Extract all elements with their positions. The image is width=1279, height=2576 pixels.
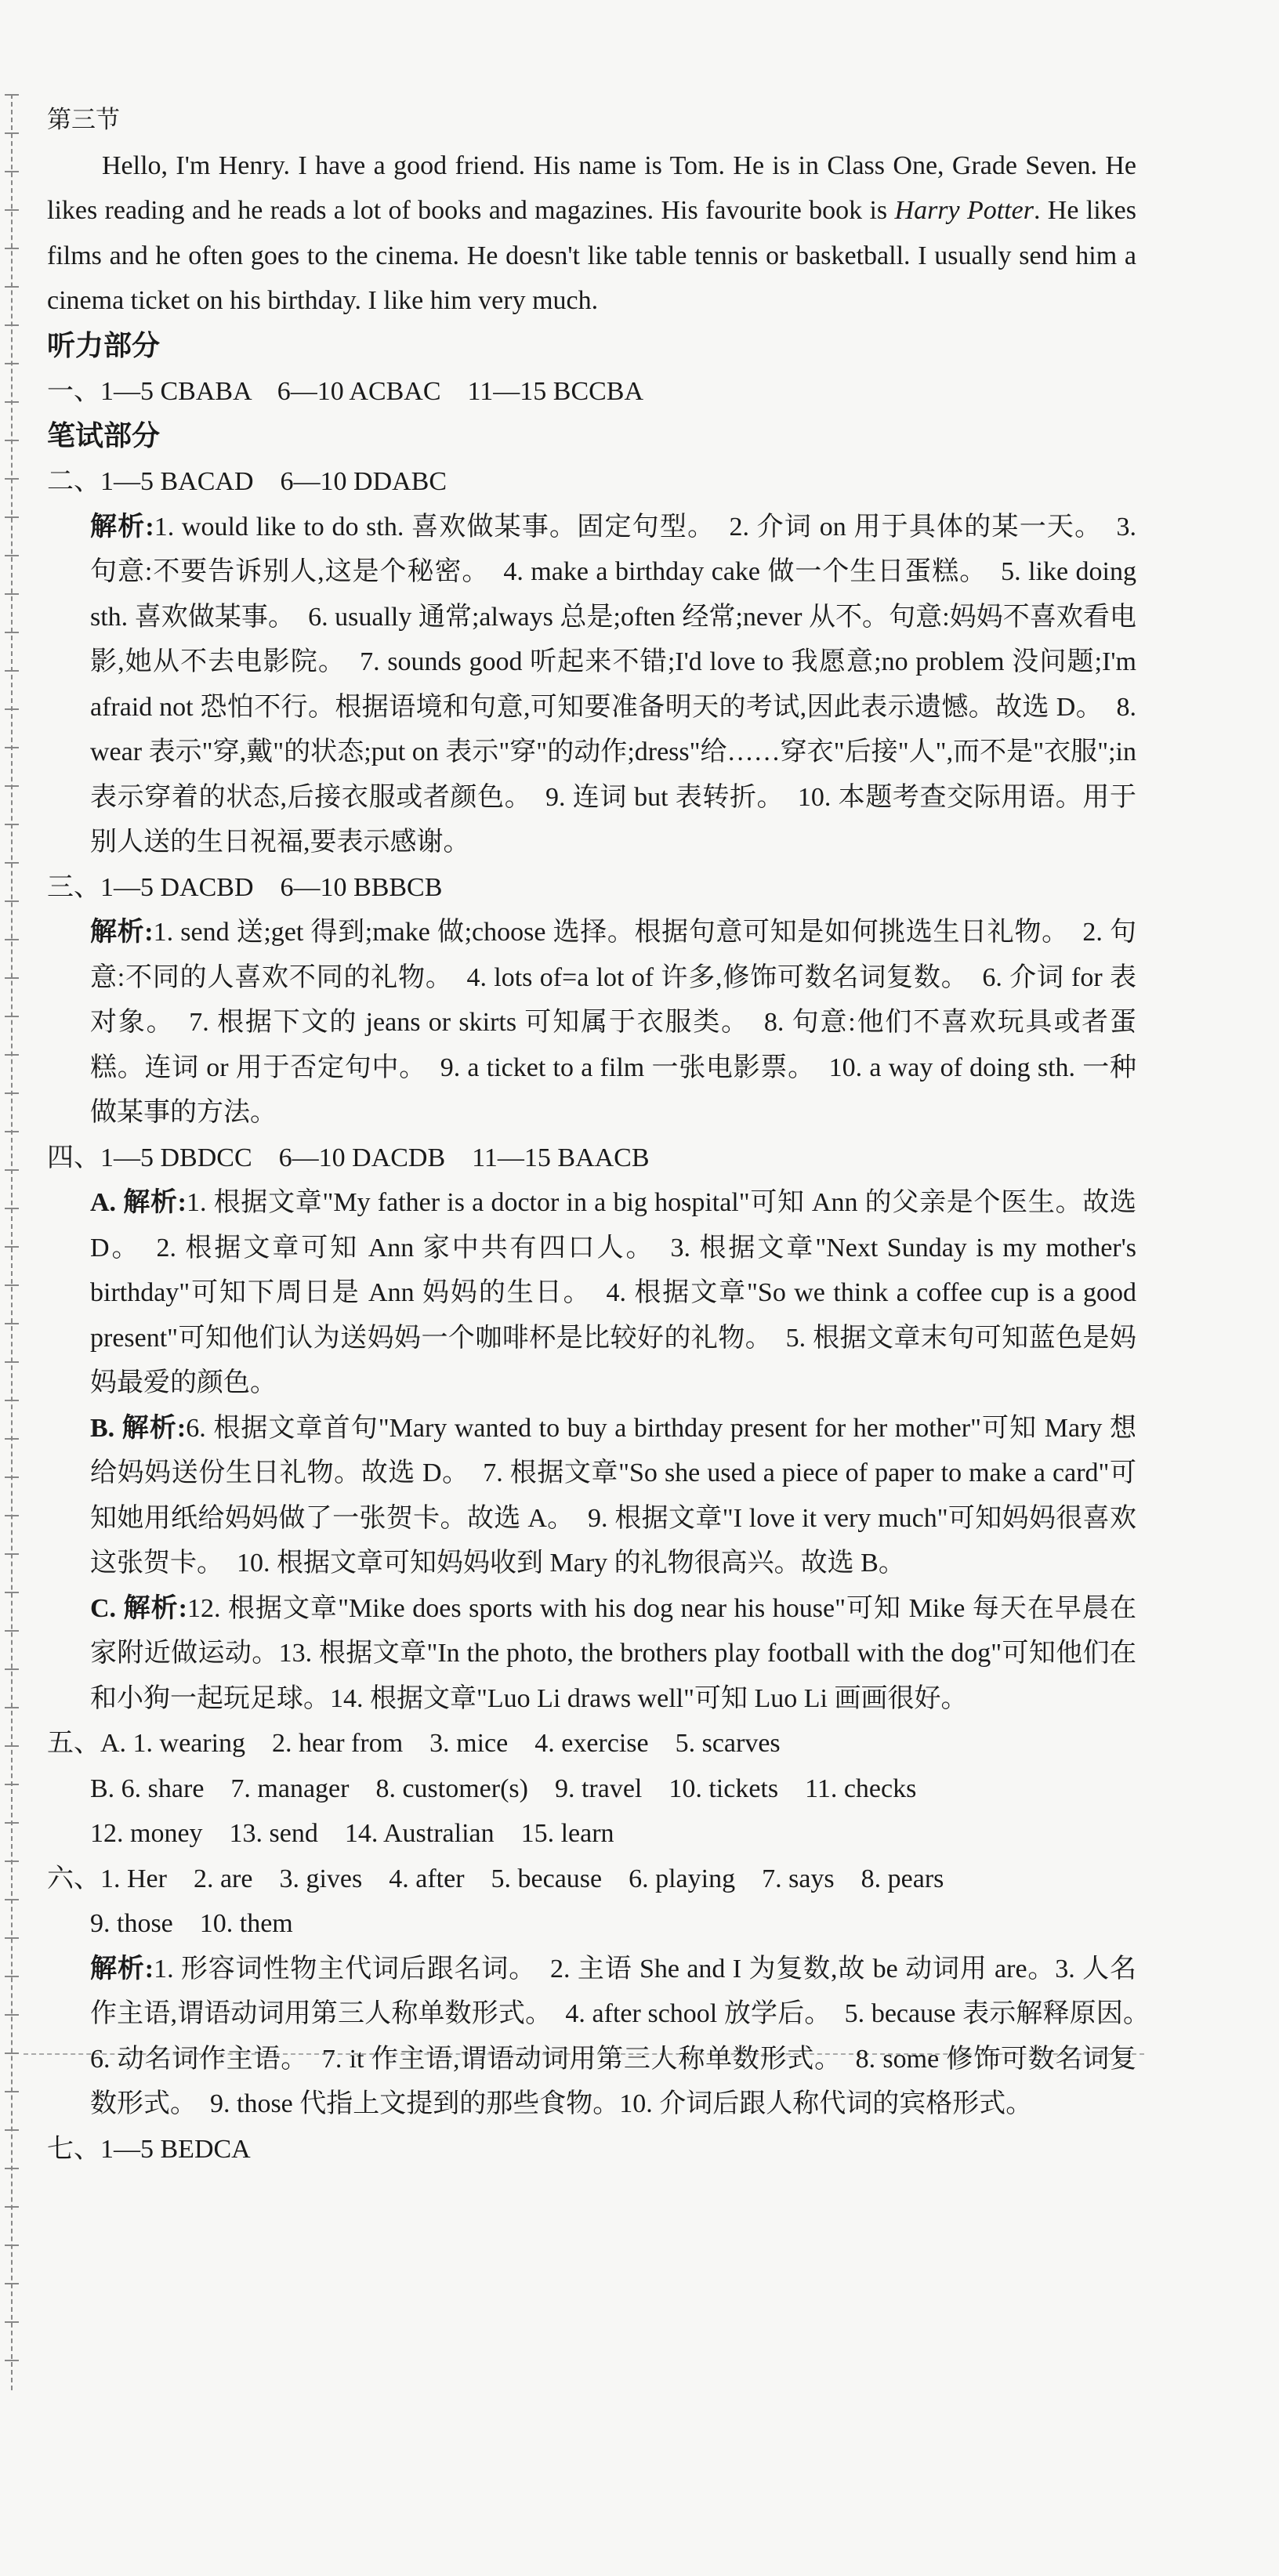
binding-tick (5, 1246, 19, 1248)
binding-tick (5, 670, 19, 672)
binding-tick (5, 1899, 19, 1900)
binding-tick (5, 94, 19, 96)
part7-answers: 七、1—5 BEDCA (47, 2134, 251, 2164)
binding-tick (5, 1822, 19, 1824)
binding-margin (0, 94, 24, 2390)
part5-a-line (47, 1721, 1136, 1766)
listening-answers: 一、1—5 CBABA 6—10 ACBAC 11—15 BCCBA (47, 376, 644, 406)
part2-label: 解析: (90, 512, 154, 542)
binding-tick (5, 1400, 19, 1401)
binding-tick (5, 1745, 19, 1747)
binding-tick (5, 2360, 19, 2361)
essay-book-title: Harry Potter (894, 196, 1034, 225)
binding-tick (5, 1476, 19, 1478)
binding-tick (5, 2052, 19, 2054)
binding-tick (5, 1361, 19, 1363)
binding-tick (5, 2091, 19, 2092)
part4-c-text: 12. 根据文章"Mike does sports with his dog near his house"可知 Mike 每天在早晨在家附近做运动。13. 根据文章"In the photo, the brothers play football with the dog"可知他们在和小狗一起玩足球。14. 根据文章"Luo Li draws well"可知 Luo Li 画画很好。 (90, 1593, 1136, 1713)
binding-tick (5, 1438, 19, 1440)
part3-answers: 三、1—5 DACBD 6—10 BBBCB (47, 872, 443, 902)
section3-essay (47, 143, 1136, 324)
written-heading: 笔试部分 (47, 420, 161, 452)
part5-b-answers: B. 6. share 7. manager 8. customer(s) 9. travel 10. tickets 11. checks (90, 1773, 917, 1803)
binding-tick (5, 132, 19, 134)
binding-tick (5, 2168, 19, 2169)
answer-content (47, 98, 1163, 2172)
part5-prefix: 五、 (47, 1729, 100, 1758)
binding-tick (5, 824, 19, 825)
binding-tick (5, 1131, 19, 1132)
binding-tick (5, 248, 19, 249)
part5-a-answers: A. 1. wearing 2. hear from 3. mice 4. exercise 5. scarves (100, 1729, 781, 1758)
binding-tick (5, 939, 19, 940)
binding-tick (5, 1860, 19, 1862)
binding-dashed-line (11, 94, 13, 2390)
binding-tick (5, 171, 19, 172)
binding-tick (5, 440, 19, 441)
binding-tick (5, 862, 19, 864)
part2-explanation (47, 505, 1136, 865)
binding-tick (5, 1668, 19, 1670)
part4-b-text: 6. 根据文章首句"Mary wanted to buy a birthday present for her mother"可知 Mary 想给妈妈送份生日礼物。故选 D。 7. 根据文章"So she used a piece of paper to make a card"可知她用纸给妈妈做了一张贺卡。故选 A。 9. 根据文章"I love it very much"可知妈妈很喜欢这张贺卡。 10. 根据文章可知妈妈收到 Mary 的礼物很高兴。故选 B。 (90, 1413, 1136, 1578)
binding-tick (5, 900, 19, 902)
binding-tick (5, 785, 19, 787)
binding-tick (5, 2129, 19, 2131)
part5-b-answers-2: 12. money 13. send 14. Australian 15. learn (90, 1819, 614, 1848)
part4-a-explanation (47, 1180, 1136, 1406)
binding-tick (5, 401, 19, 403)
part6-explanation (47, 1947, 1163, 2127)
binding-tick (5, 1784, 19, 1785)
binding-tick (5, 363, 19, 364)
part3-label: 解析: (90, 918, 154, 947)
part2-text: 1. would like to do sth. 喜欢做某事。固定句型。 2. 介词 on 用于具体的某一天。 3. 句意:不要告诉别人,这是个秘密。 4. make a birthday cake 做一个生日蛋糕。 5. like doing sth. 喜欢做某事。 6. usually 通常;always 总是;often 经常;never 从不。句意:妈妈不喜欢看电影,她从不去电影院。 7. sounds good 听起来不错;I'd love to 我愿意;no problem 没问题;I'm afraid not 恐怕不行。根据语境和句意,可知要准备明天的考试,因此表示遗憾。故选 D。 8. wear 表示"穿,戴"的状态;put on 表示"穿"的动作;dress"给……穿衣"后接"人",而不是"衣服";in 表示穿着的状态,后接衣服或者颜色。 9. 连词 but 表转折。 10. 本题考查交际用语。用于别人送的生日祝福,要表示感谢。 (90, 512, 1136, 857)
part4-a-label: A. 解析: (90, 1188, 187, 1217)
binding-tick (5, 1323, 19, 1324)
part2-answers: 二、1—5 BACAD 6—10 DDABC (47, 467, 447, 496)
binding-tick (5, 1976, 19, 1977)
binding-tick (5, 1707, 19, 1708)
binding-tick (5, 516, 19, 518)
binding-tick (5, 1208, 19, 1209)
binding-tick (5, 1515, 19, 1516)
listening-heading: 听力部分 (47, 329, 161, 362)
section3-title: 第三节 (47, 106, 120, 134)
binding-tick (5, 209, 19, 211)
part4-answers: 四、1—5 DBDCC 6—10 DACDB 11—15 BAACB (47, 1143, 650, 1172)
binding-tick (5, 1592, 19, 1593)
part3-text: 1. send 送;get 得到;make 做;choose 选择。根据句意可知是如何挑选生日礼物。 2. 句意:不同的人喜欢不同的礼物。 4. lots of=a lot of 许多,修饰可数名词复数。 6. 介词 for 表对象。 7. 根据下文的 jeans or skirts 可知属于衣服类。 8. 句意:他们不喜欢玩具或者蛋糕。连词 or 用于否定句中。 9. a ticket to a film 一张电影票。 10. a way of doing sth. 一种做某事的方法。 (90, 918, 1136, 1127)
essay-part2: . He likes films and he often goes to the cinema. He doesn't like table tennis or basketball. I usually send him a cinema ticket on his birthday. I like him very much. (47, 196, 1137, 315)
part6-label: 解析: (90, 1954, 154, 1984)
binding-tick (5, 1016, 19, 1017)
binding-tick (5, 1937, 19, 1939)
binding-tick (5, 1092, 19, 1094)
part4-b-label: B. 解析: (90, 1413, 187, 1443)
binding-tick (5, 1553, 19, 1555)
binding-tick (5, 2244, 19, 2246)
part4-a-text: 1. 根据文章"My father is a doctor in a big hospital"可知 Ann 的父亲是个医生。故选 D。 2. 根据文章可知 Ann 家中共有四口人。 3. 根据文章"Next Sunday is my mother's birthday"可知下周日是 Ann 妈妈的生日。 4. 根据文章"So we think a coffee cup is a good present"可知他们认为送妈妈一个咖啡杯是比较好的礼物。 5. 根据文章末句可知蓝色是妈妈最爱的颜色。 (90, 1188, 1136, 1397)
binding-tick (5, 324, 19, 326)
binding-tick (5, 593, 19, 595)
binding-tick (5, 1630, 19, 1632)
binding-tick (5, 2014, 19, 2016)
binding-tick (5, 1169, 19, 1171)
binding-tick (5, 478, 19, 480)
part4-b-explanation (47, 1406, 1136, 1586)
binding-tick (5, 555, 19, 556)
binding-tick (5, 2321, 19, 2323)
binding-tick (5, 632, 19, 633)
binding-tick (5, 2206, 19, 2208)
part6-text: 1. 形容词性物主代词后跟名词。 2. 主语 She and I 为复数,故 be 动词用 are。3. 人名作主语,谓语动词用第三人称单数形式。 4. after school 放学后。 5. because 表示解释原因。 6. 动名词作主语。 7. it 作主语,谓语动词用第三人称单数形式。 8. some 修饰可数名词复数形式。 9. those 代指上文提到的那些食物。10. 介词后跟人称代词的宾格形式。 (90, 1954, 1163, 2118)
part4-c-explanation (47, 1586, 1136, 1722)
binding-tick (5, 286, 19, 288)
binding-tick (5, 1284, 19, 1286)
part6-answers-2: 9. those 10. them (90, 1909, 293, 1938)
part4-c-label: C. 解析: (90, 1593, 187, 1623)
binding-tick (5, 708, 19, 710)
binding-tick (5, 977, 19, 979)
part6-answers: 六、1. Her 2. are 3. gives 4. after 5. because 6. playing 7. says 8. pears (47, 1864, 944, 1893)
binding-tick (5, 1054, 19, 1056)
binding-tick (5, 2283, 19, 2284)
part3-explanation (47, 910, 1136, 1136)
binding-tick (5, 747, 19, 748)
essay-part1: Hello, I'm Henry. I have a good friend. His name is Tom. He is in Class One, Grade Seven. He likes reading and he reads a lot of books and magazines. His favourite book is (47, 150, 1136, 225)
